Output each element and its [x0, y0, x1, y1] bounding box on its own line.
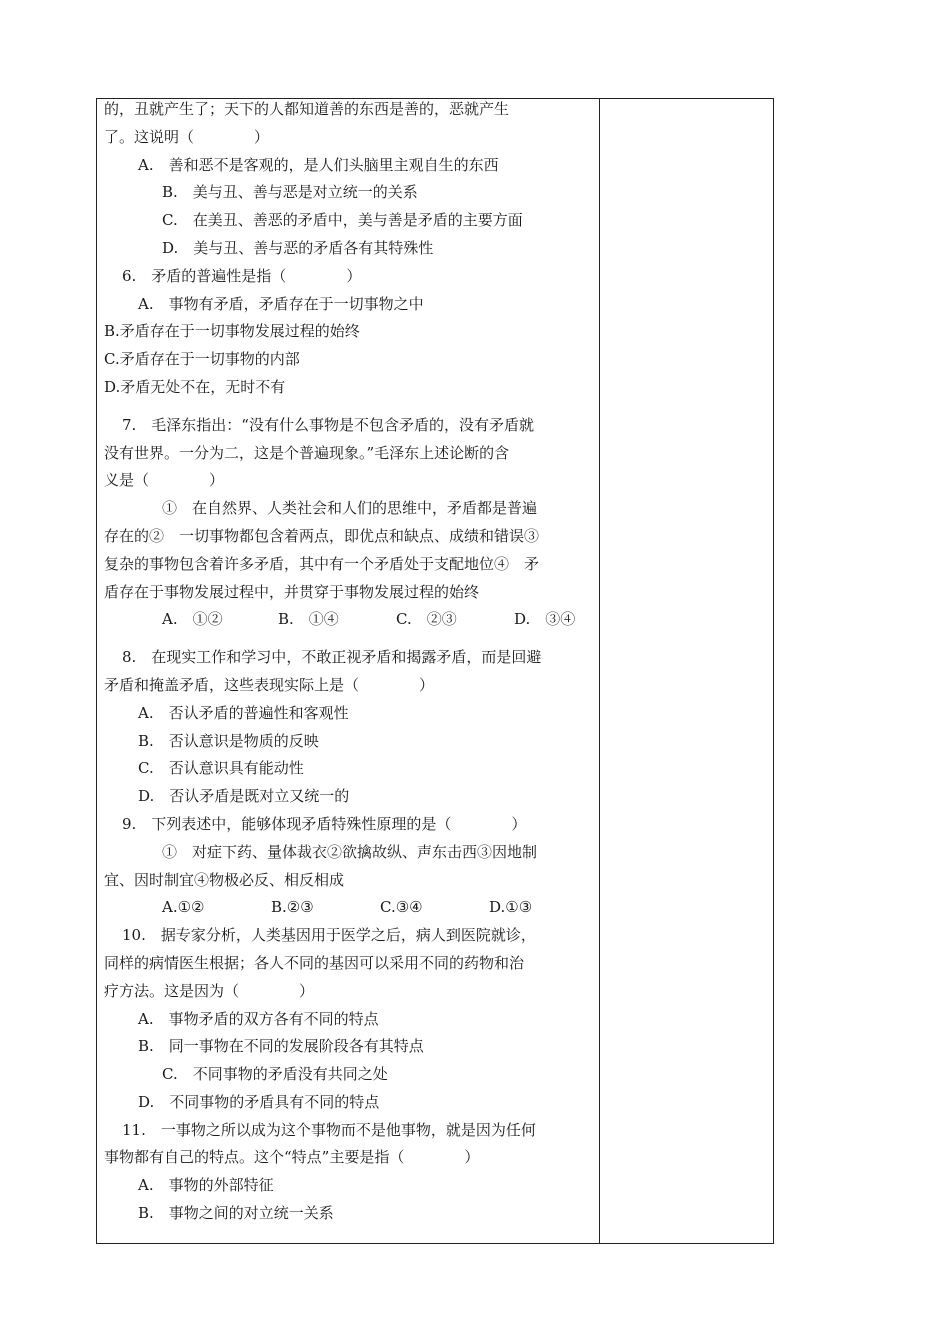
q7-options — [104, 606, 594, 634]
q8-option-b: B. 否认意识是物质的反映 — [138, 731, 319, 750]
q6-option-c: C.矛盾存在于一切事物的内部 — [104, 350, 300, 369]
q9-option-a: A.①② — [162, 898, 205, 917]
q11-stem-line: 11. 一事物之所以成为这个事物而不是他事物，就是因为任何 — [122, 1120, 536, 1139]
q10-option-c: C. 不同事物的矛盾没有共同之处 — [162, 1065, 388, 1084]
q7-item-line: ① 在自然界、人类社会和人们的思维中，矛盾都是普遍 — [162, 499, 538, 518]
q9-item-line: 宜、因时制宜④物极必反、相反相成 — [104, 870, 345, 889]
q10-stem-line: 10. 据专家分析，人类基因用于医学之后，病人到医院就诊， — [122, 926, 536, 945]
q11-stem-line: 事物都有自己的特点。这个“特点”主要是指（ ） — [104, 1148, 480, 1167]
q7-item-line: 存在的② 一切事物都包含着两点，即优点和缺点、成绩和错误③ — [104, 526, 540, 545]
q7-stem-line: 7. 毛泽东指出：“没有什么事物是不包含矛盾的，没有矛盾就 — [122, 415, 534, 434]
q5-option-a: A. 善和恶不是客观的，是人们头脑里主观自生的东西 — [138, 155, 499, 174]
q5-option-d: D. 美与丑、善与恶的矛盾各有其特殊性 — [162, 238, 434, 257]
q6-option-a: A. 事物有矛盾，矛盾存在于一切事物之中 — [138, 294, 424, 313]
q11-option-b: B. 事物之间的对立统一关系 — [138, 1204, 334, 1223]
question-column — [104, 96, 594, 1228]
q10-option-d: D. 不同事物的矛盾具有不同的特点 — [138, 1092, 380, 1111]
q9-stem: 9. 下列表述中，能够体现矛盾特殊性原理的是（ ） — [122, 814, 527, 833]
q8-stem-line: 矛盾和掩盖矛盾，这些表现实际上是（ ） — [104, 675, 435, 694]
q9-item-line: ① 对症下药、量体裁衣②欲擒故纵、声东击西③因地制 — [162, 842, 538, 861]
q8-stem-line: 8. 在现实工作和学习中，不敢正视矛盾和揭露矛盾，而是回避 — [122, 648, 542, 667]
q10-stem-line: 同样的病情医生根据；各人不同的基因可以采用不同的药物和治 — [104, 953, 525, 972]
q8-option-a: A. 否认矛盾的普遍性和客观性 — [138, 703, 349, 722]
q6-option-b: B.矛盾存在于一切事物发展过程的始终 — [104, 322, 360, 341]
q9-options — [104, 894, 594, 922]
q7-option-c: C. ②③ — [396, 610, 457, 629]
q5-option-c: C. 在美丑、善恶的矛盾中，美与善是矛盾的主要方面 — [162, 211, 523, 230]
q7-stem-line: 义是（ ） — [104, 471, 225, 490]
q9-option-b: B.②③ — [271, 898, 314, 917]
q7-option-d: D. ③④ — [514, 610, 576, 629]
q11-option-a: A. 事物的外部特征 — [138, 1176, 274, 1195]
q5-option-b: B. 美与丑、善与恶是对立统一的关系 — [162, 183, 418, 202]
q7-option-a: A. ①② — [162, 610, 223, 629]
q5-stem-line: 的，丑就产生了；天下的人都知道善的东西是善的，恶就产生 — [104, 100, 510, 118]
q10-option-a: A. 事物矛盾的双方各有不同的特点 — [138, 1009, 379, 1028]
q7-item-line: 盾存在于事物发展过程中，并贯穿于事物发展过程的始终 — [104, 582, 480, 601]
q10-stem-line: 疗方法。这是因为（ ） — [104, 981, 315, 1000]
q7-stem-line: 没有世界。一分为二，这是个普遍现象。”毛泽东上述论断的含 — [104, 443, 510, 462]
column-divider — [599, 98, 600, 1244]
q5-stem-line: 了。这说明（ ） — [104, 127, 270, 146]
q7-option-b: B. ①④ — [278, 610, 339, 629]
q9-option-c: C.③④ — [380, 898, 423, 917]
q8-option-d: D. 否认矛盾是既对立又统一的 — [138, 787, 350, 806]
q7-item-line: 复杂的事物包含着许多矛盾，其中有一个矛盾处于支配地位④ 矛 — [104, 554, 540, 573]
q6-stem: 6. 矛盾的普遍性是指（ ） — [122, 266, 362, 285]
q6-option-d: D.矛盾无处不在，无时不有 — [104, 377, 286, 396]
q8-option-c: C. 否认意识具有能动性 — [138, 759, 304, 778]
q9-option-d: D.①③ — [489, 898, 533, 917]
q10-option-b: B. 同一事物在不同的发展阶段各有其特点 — [138, 1037, 424, 1056]
